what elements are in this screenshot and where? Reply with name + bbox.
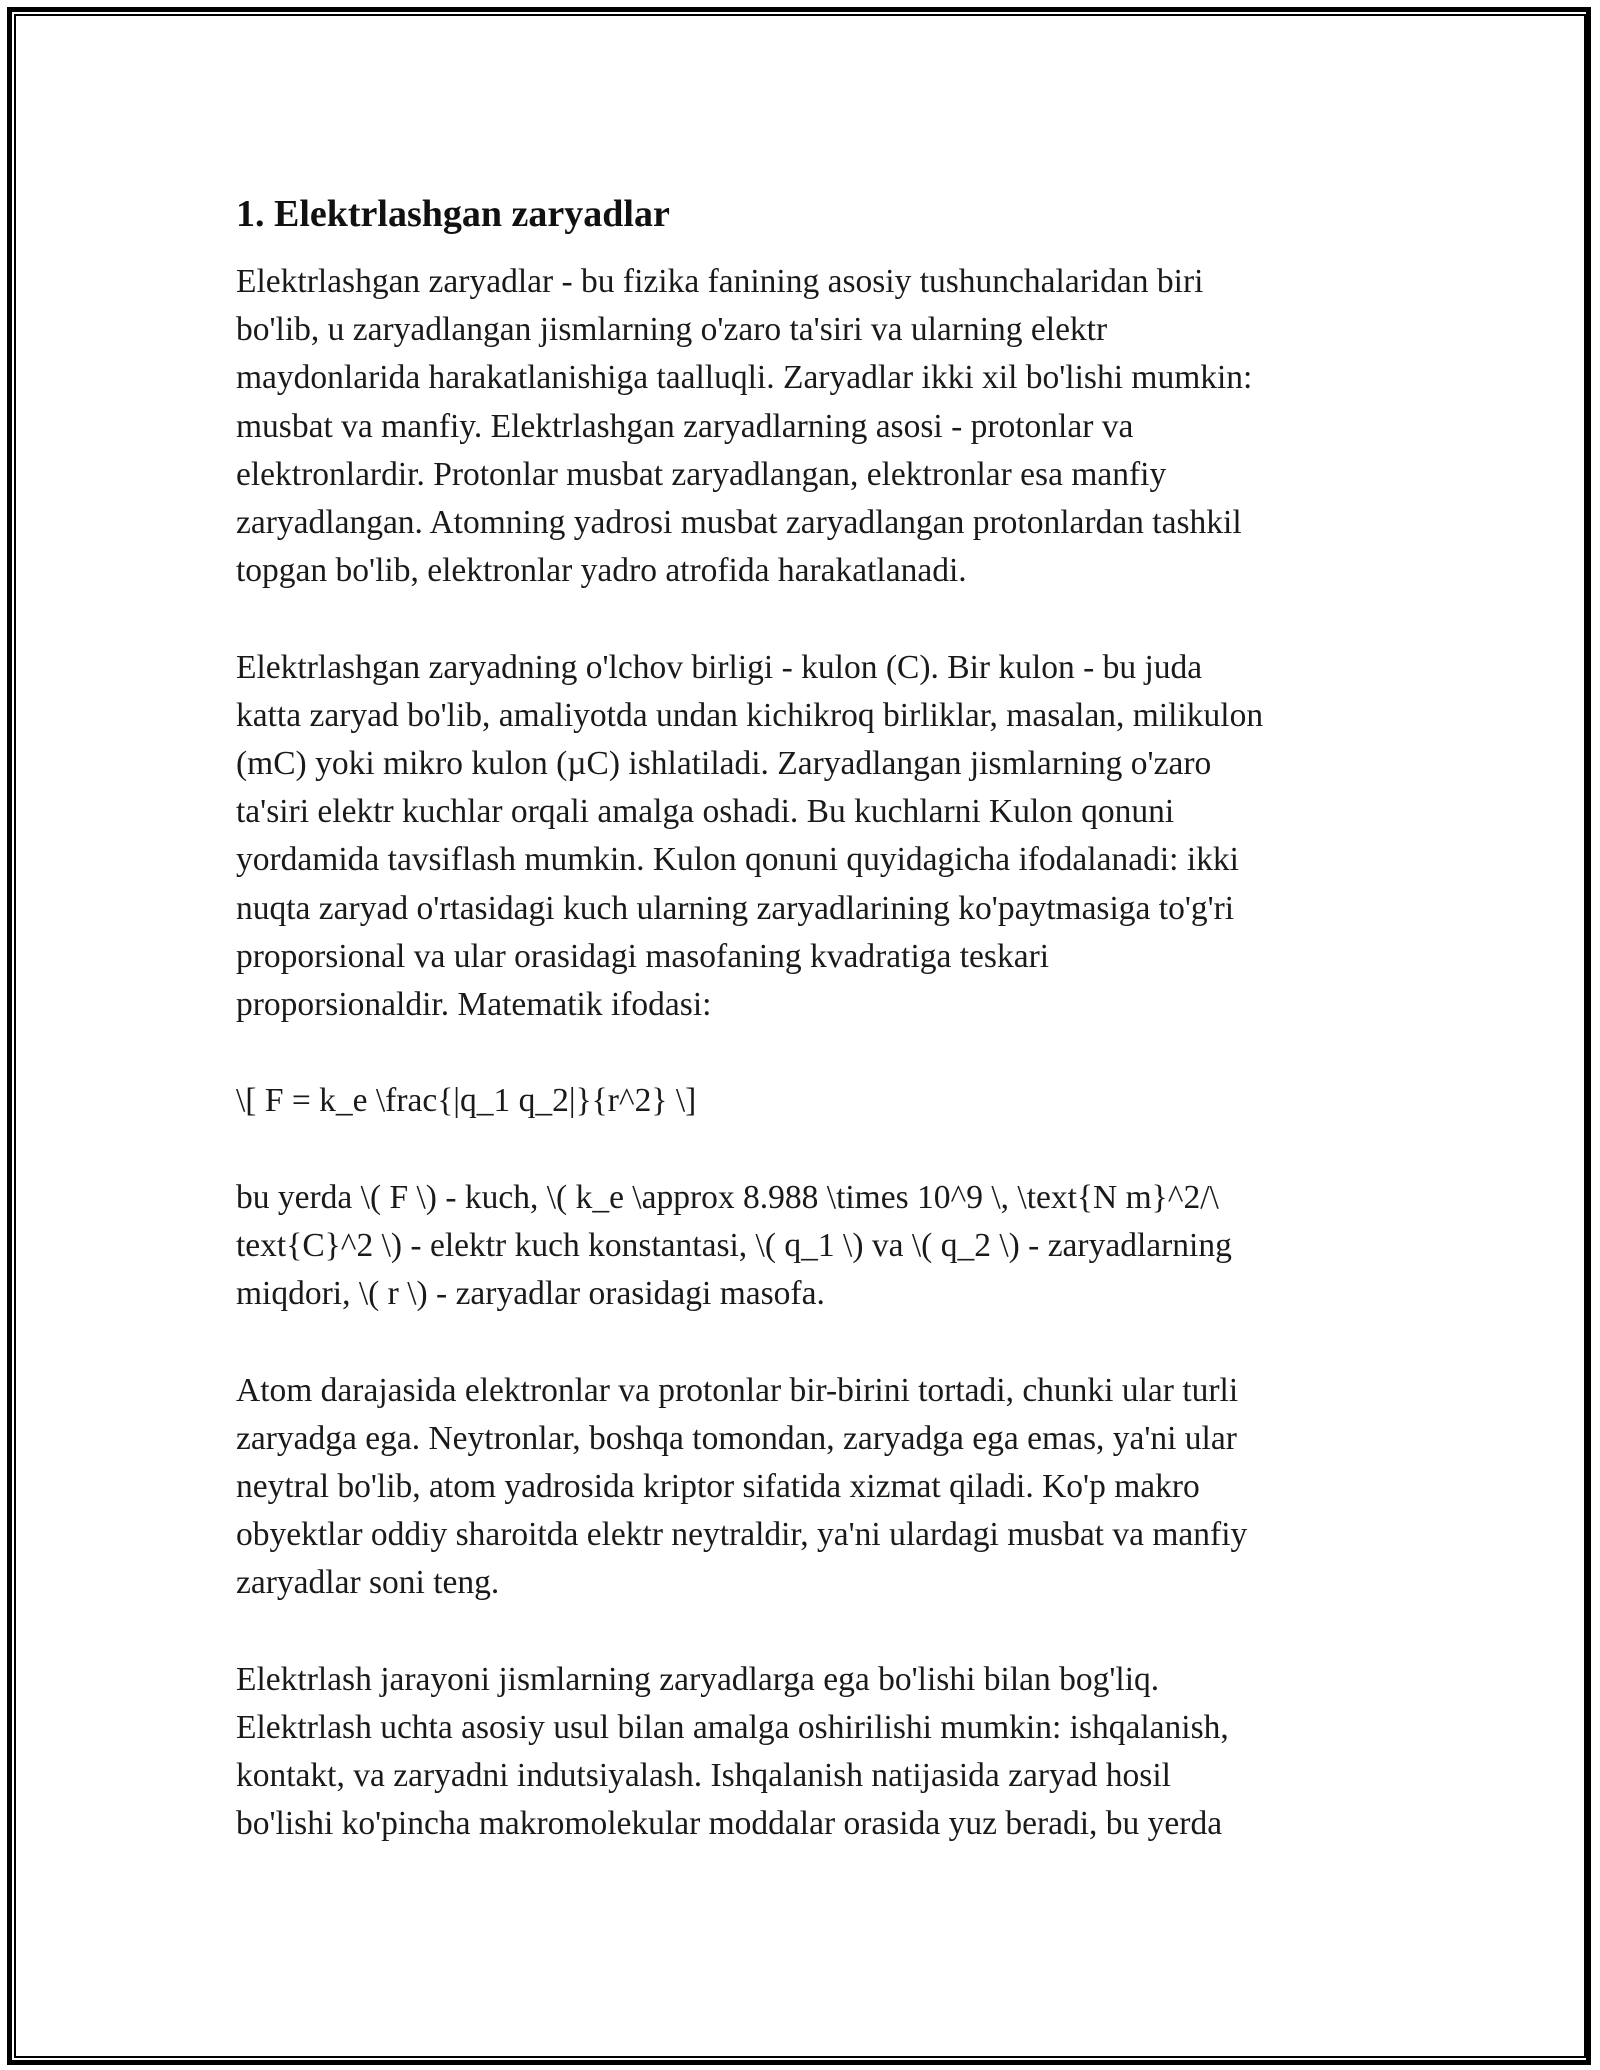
document-body	[236, 190, 1366, 1897]
paragraph-atom-level: Atom darajasida elektronlar va protonlar bir-birini tortadi, chunki ular turli zaryadga ega. Neytronlar, boshqa tomondan, zaryadga ega emas, ya'ni ular neytral bo'lib, atom yadrosida kriptor sifatida xizmat qiladi. Ko'p makro obyektlar oddiy sharoitda elektr neytraldir, ya'ni ulardagi musbat va manfiy zaryadlar soni teng.	[236, 1371, 1248, 1602]
paragraph-formula-legend: bu yerda \( F \) - kuch, \( k_e \approx 8.988 \times 10^9 \, \text{N m}^2/\ text{C}^2 \) - elektr kuch konstantasi, \( q_1 \) va \( q_2 \) - zaryadlarning miqdori, \( r \) - zaryadlar orasidagi masofa.	[236, 1178, 1232, 1313]
section-title: 1. Elektrlashgan zaryadlar	[236, 193, 670, 235]
formula-coulomb-law: \[ F = k_e \frac{|q_1 q_2|}{r^2} \]	[236, 1082, 697, 1120]
paragraph-coulomb-unit: Elektrlashgan zaryadning o'lchov birligi - kulon (C). Bir kulon - bu juda katta zaryad bo'lib, amaliyotda undan kichikroq birliklar, masalan, milikulon (mC) yoki mikro kulon (µC) ishlatiladi. Zaryadlangan jismlarning o'zaro ta'siri elektr kuchlar orqali amalga oshadi. Bu kuchlarni Kulon qonuni yordamida tavsiflash mumkin. Kulon qonuni quyidagicha ifodalanadi: ikki nuqta zaryad o'rtasidagi kuch ularning zaryadlarining ko'paytmasiga to'g'ri proporsional va ular orasidagi masofaning kvadratiga teskari proporsionaldir. Matematik ifodasi:	[236, 648, 1264, 1024]
paragraph-intro: Elektrlashgan zaryadlar - bu fizika fanining asosiy tushunchalaridan biri bo'lib, u zaryadlangan jismlarning o'zaro ta'siri va ularning elektr maydonlarida harakatlanishiga taalluqli. Zaryadlar ikki xil bo'lishi mumkin: musbat va manfiy. Elektrlashgan zaryadlarning asosi - protonlar va elektronlardir. Protonlar musbat zaryadlangan, elektronlar esa manfiy zaryadlangan. Atomning yadrosi musbat zaryadlangan protonlardan tashkil topgan bo'lib, elektronlar yadro atrofida harakatlanadi.	[236, 263, 1253, 590]
paragraph-electrification: Elektrlash jarayoni jismlarning zaryadlarga ega bo'lishi bilan bog'liq. Elektrlash uchta asosiy usul bilan amalga oshirilishi mumkin: ishqalanish, kontakt, va zaryadni indutsiyalash. Ishqalanish natijasida zaryad hosil bo'lishi ko'pincha makromolekular moddalar orasida yuz beradi, bu yerda	[236, 1660, 1229, 1843]
